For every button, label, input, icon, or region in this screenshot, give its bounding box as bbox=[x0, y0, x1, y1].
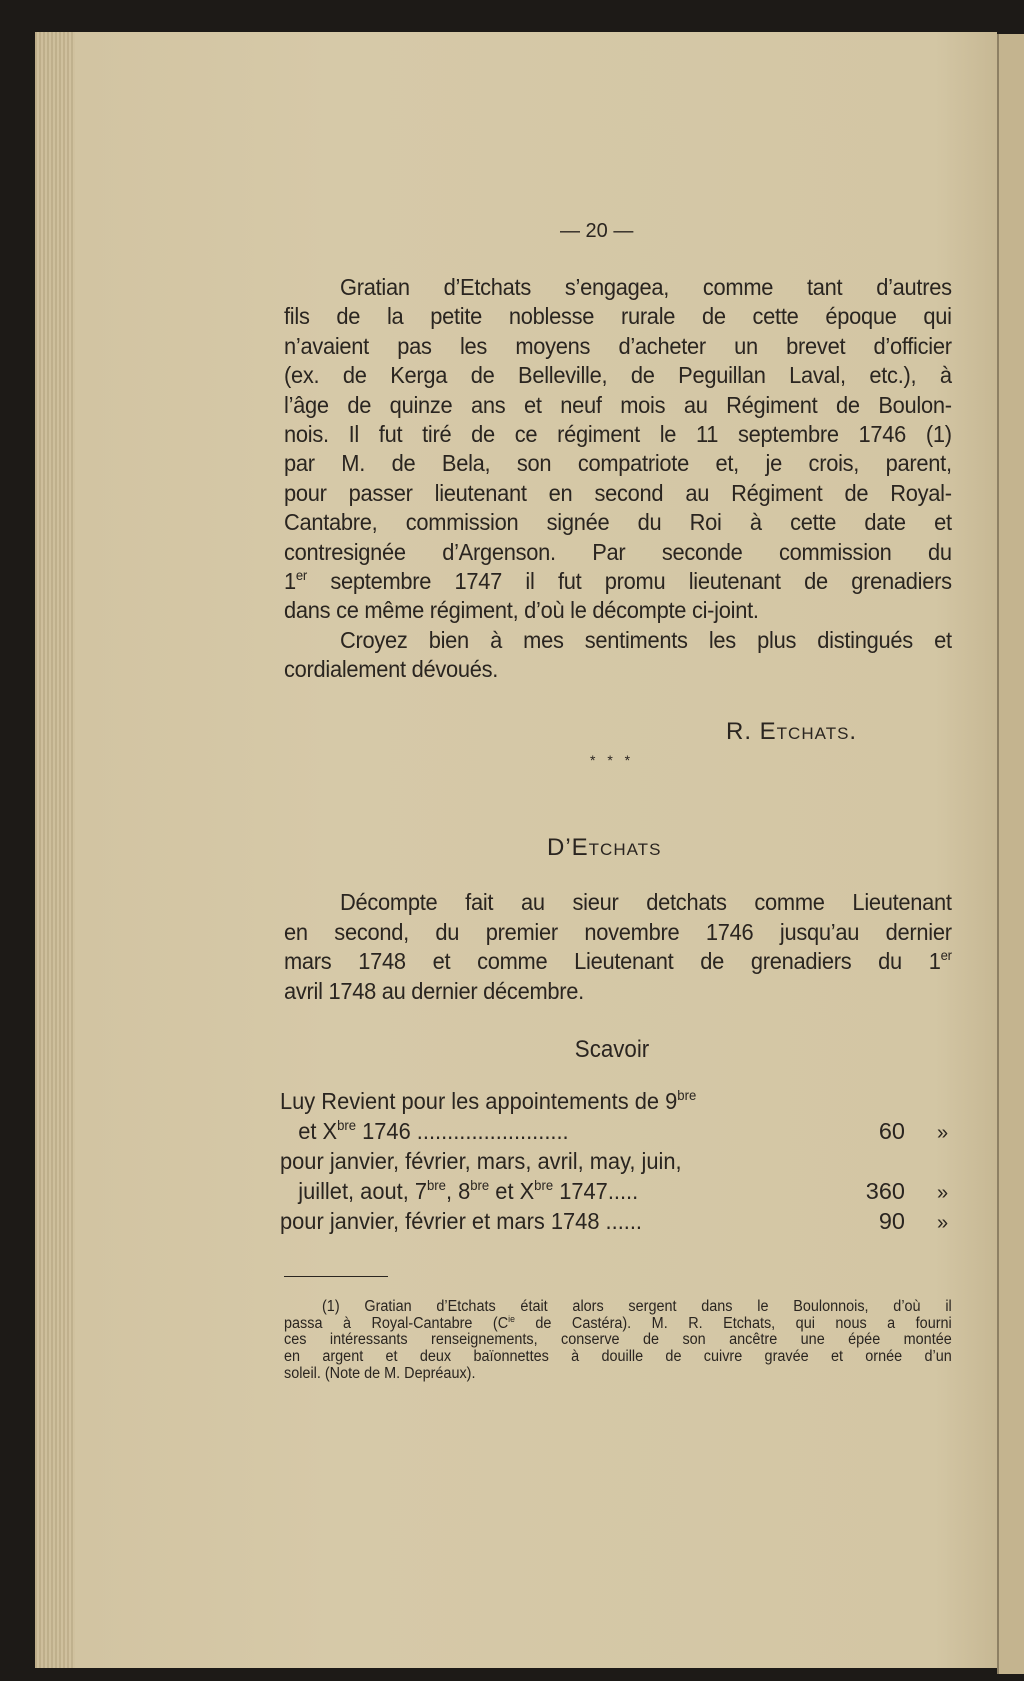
next-page-edge bbox=[997, 34, 1024, 1674]
account-line bbox=[280, 1208, 642, 1235]
text-run: 1 bbox=[284, 568, 296, 594]
text-run: (1) Gratian d’Etchats était alors sergent dans le Boulonnois, d’où il bbox=[322, 1298, 952, 1315]
text-run: pour janvier, février et mars 1748 ...... bbox=[280, 1208, 642, 1234]
signature: R. Etchats. bbox=[726, 718, 858, 745]
account-line bbox=[280, 1178, 638, 1205]
text-run: 1746 ......................... bbox=[356, 1118, 569, 1144]
text-line bbox=[284, 978, 952, 1005]
text-run: pour janvier, février, mars, avril, may, juin, bbox=[280, 1148, 682, 1174]
superscript: bre bbox=[677, 1087, 697, 1104]
superscript: bre bbox=[534, 1177, 554, 1194]
superscript: ie bbox=[508, 1313, 515, 1324]
text-run: en argent et deux baïonnettes à douille de cuivre gravée et ornée d’un bbox=[284, 1348, 952, 1366]
text-line bbox=[284, 539, 952, 566]
text-run: passa à Royal-Cantabre (C bbox=[284, 1314, 509, 1332]
page-edge bbox=[35, 32, 75, 1668]
amount: 60 bbox=[878, 1118, 905, 1144]
text-run: Décompte fait au sieur detchats comme Lieutenant bbox=[340, 889, 952, 915]
section-title: D’Etchats bbox=[547, 834, 662, 861]
text-run: , 8 bbox=[445, 1178, 471, 1204]
superscript: er bbox=[295, 567, 307, 584]
superscript: bre bbox=[470, 1177, 490, 1194]
text-run: et X bbox=[280, 1118, 338, 1144]
text-run: pour passer lieutenant en second au Régiment de Royal- bbox=[284, 479, 952, 506]
text-run: Luy Revient pour les appointements de 9 bbox=[280, 1088, 678, 1114]
amount: 360 bbox=[865, 1178, 905, 1204]
text-line bbox=[284, 568, 952, 595]
currency-mark: » bbox=[937, 1182, 949, 1204]
text-run: 1747..... bbox=[553, 1178, 639, 1204]
text-line bbox=[284, 480, 952, 507]
text-run: par M. de Bela, son compatriote et, je crois, parent, bbox=[284, 450, 952, 477]
text-line bbox=[340, 627, 952, 654]
currency-mark: » bbox=[937, 1122, 949, 1144]
text-run: dans ce même régiment, d’où le décompte ci-joint. bbox=[284, 597, 759, 624]
text-run: soleil. (Note de M. Depréaux). bbox=[284, 1364, 476, 1382]
text-line bbox=[284, 597, 952, 624]
text-run: fils de la petite noblesse rurale de cette époque qui bbox=[284, 303, 952, 330]
account-line bbox=[280, 1088, 696, 1115]
page-number: — 20 — bbox=[560, 220, 634, 242]
superscript: bre bbox=[337, 1117, 357, 1134]
text-line bbox=[284, 333, 952, 360]
text-run: de Castéra). M. R. Etchats, qui nous a fourni bbox=[514, 1314, 952, 1332]
text-run: (ex. de Kerga de Belleville, de Peguillan Laval, etc.), à bbox=[284, 362, 952, 389]
currency-mark: » bbox=[937, 1212, 949, 1234]
footnote-rule bbox=[284, 1276, 388, 1277]
account-line bbox=[280, 1118, 569, 1145]
text-line bbox=[340, 889, 952, 916]
text-run: avril 1748 au dernier décembre. bbox=[284, 977, 584, 1004]
separator: * * * bbox=[590, 752, 635, 768]
text-line bbox=[284, 1331, 952, 1349]
text-run: n’avaient pas les moyens d’acheter un brevet d’officier bbox=[284, 332, 952, 359]
text-line bbox=[284, 656, 952, 683]
text-line bbox=[284, 919, 952, 946]
text-run: nois. Il fut tiré de ce régiment le 11 septembre 1746 (1) bbox=[284, 421, 952, 447]
text-line bbox=[284, 303, 952, 330]
text-line bbox=[284, 362, 952, 389]
text-run: ces intéressants renseignements, conserve de son ancêtre une épée montée bbox=[284, 1331, 952, 1349]
text-run: et X bbox=[489, 1178, 535, 1204]
text-line bbox=[284, 948, 952, 975]
text-run: l’âge de quinze ans et neuf mois au Régiment de Boulon- bbox=[284, 391, 952, 418]
text-run: contresignée d’Argenson. Par seconde commission du bbox=[284, 538, 952, 565]
text-line bbox=[322, 1298, 952, 1316]
text-line bbox=[284, 1348, 952, 1366]
text-run: mars 1748 et comme Lieutenant de grenadiers du 1 bbox=[284, 948, 941, 974]
text-line bbox=[284, 421, 952, 448]
superscript: bre bbox=[427, 1177, 446, 1194]
text-line bbox=[284, 450, 952, 477]
text-run: en second, du premier novembre 1746 jusqu’au dernier bbox=[284, 918, 952, 945]
account-line bbox=[280, 1148, 682, 1175]
superscript: er bbox=[940, 947, 952, 964]
text-line bbox=[284, 509, 952, 536]
text-run: Gratian d’Etchats s’engagea, comme tant d’autres bbox=[340, 274, 952, 300]
text-line bbox=[284, 1315, 952, 1333]
text-run: Croyez bien à mes sentiments les plus distingués et bbox=[340, 626, 952, 653]
text-run: cordialement dévoués. bbox=[284, 656, 499, 683]
text-run: septembre 1747 il fut promu lieutenant de grenadiers bbox=[306, 568, 952, 594]
text-line bbox=[340, 274, 952, 301]
scavoir-heading: Scavoir bbox=[574, 1036, 650, 1063]
amount: 90 bbox=[878, 1208, 905, 1234]
text-run: juillet, aout, 7 bbox=[280, 1178, 428, 1204]
text-run: Cantabre, commission signée du Roi à cette date et bbox=[284, 509, 952, 536]
text-line bbox=[284, 1365, 952, 1383]
text-line bbox=[284, 392, 952, 419]
